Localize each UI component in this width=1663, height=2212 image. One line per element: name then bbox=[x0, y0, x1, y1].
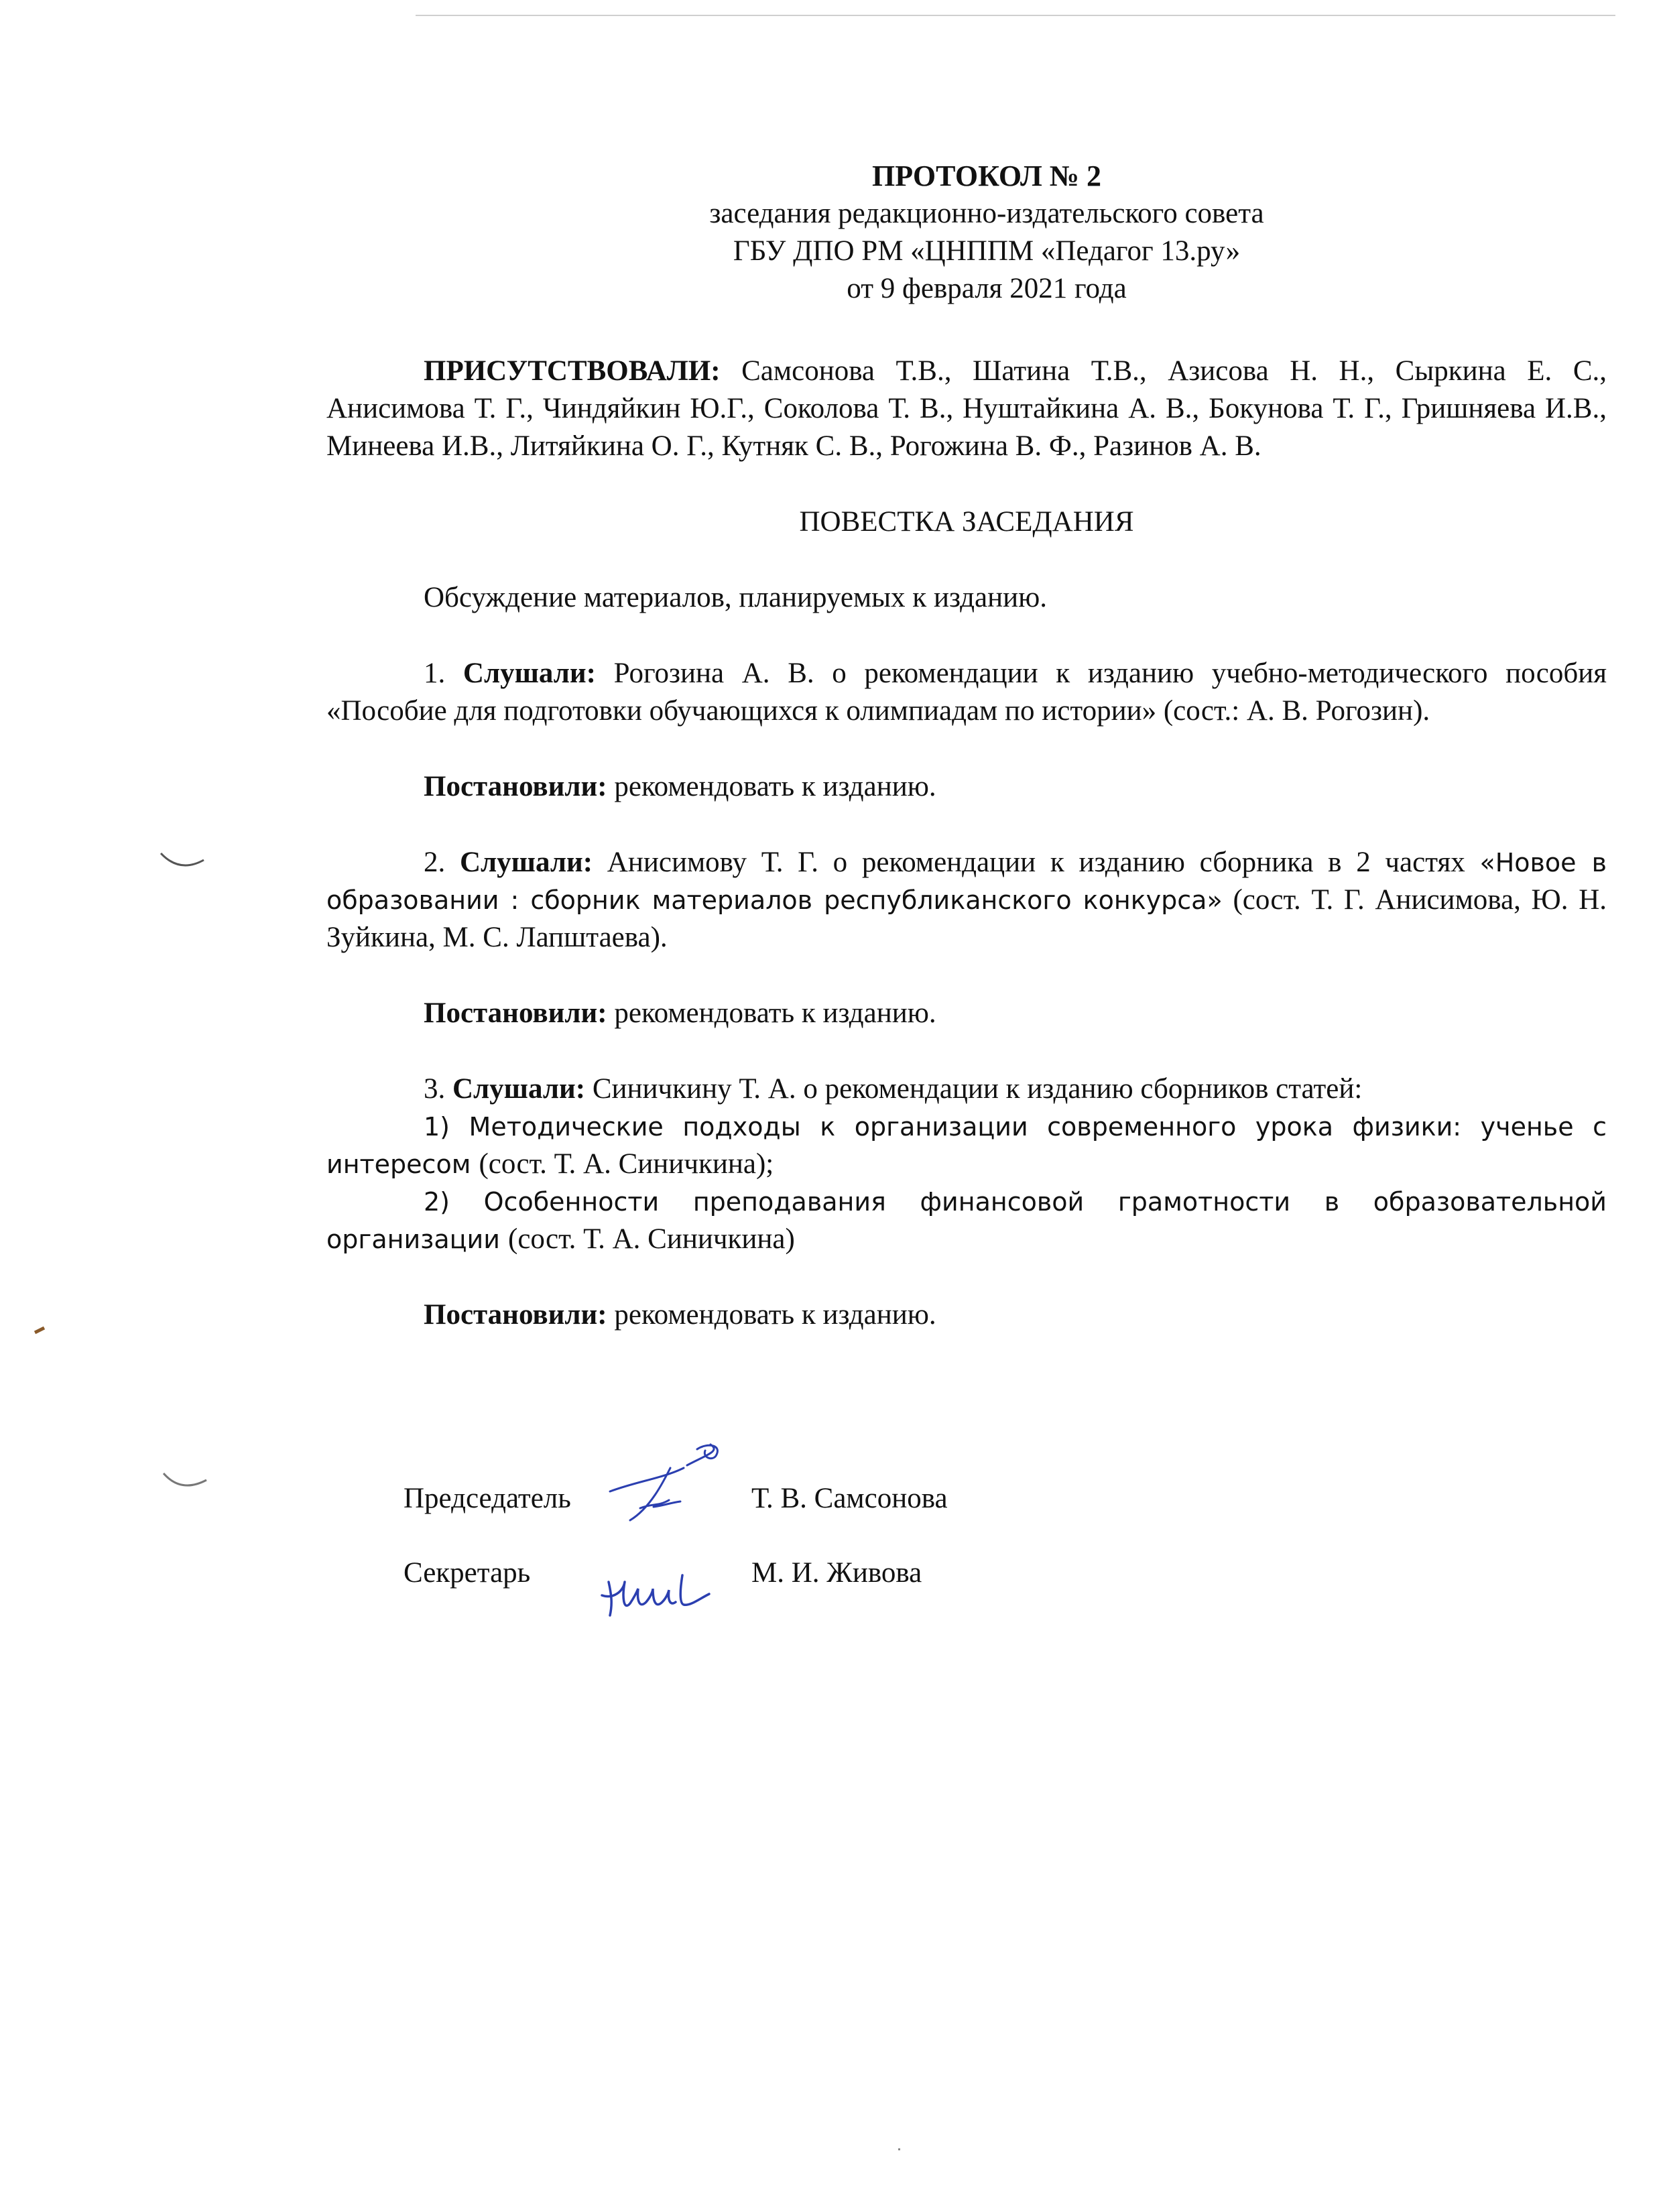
item-2-heard-text-c: (сост. Т. Г. Анисимова, Ю. Н. Зуйкина, М. С. Лапштаева). bbox=[326, 884, 1607, 953]
item-1-heard-label: Слушали: bbox=[463, 658, 596, 689]
item-2-decided bbox=[326, 995, 1607, 1032]
item-3-decided bbox=[326, 1296, 1607, 1334]
attendance-label: ПРИСУТСТВОВАЛИ: bbox=[424, 355, 721, 387]
item-1-decided bbox=[326, 768, 1607, 806]
item-2-heard bbox=[326, 844, 1607, 957]
item-3-subitem-2 bbox=[326, 1183, 1607, 1258]
item-3-decided-label: Постановили: bbox=[424, 1299, 607, 1331]
item-1-decided-text: рекомендовать к изданию. bbox=[614, 771, 936, 802]
item-3-heard-text: Синичкину Т. А. о рекомендации к изданию сборников статей: bbox=[592, 1073, 1363, 1105]
document-header bbox=[367, 158, 1607, 308]
chair-signature-row bbox=[404, 1480, 1074, 1518]
item-2-heard-text-b: «Новое в образовании : сборник материалов республиканского конкурса» bbox=[326, 848, 1607, 915]
item-2-number: 2. bbox=[424, 847, 446, 878]
chair-name: Т. В. Самсонова bbox=[751, 1483, 948, 1514]
protocol-document bbox=[326, 158, 1607, 1334]
item-3-subitem-1 bbox=[326, 1108, 1607, 1183]
item-2-decided-text: рекомендовать к изданию. bbox=[614, 997, 936, 1029]
item-1-heard-text: Рогозина А. В. о рекомендации к изданию учебно-методического пособия «Пособие для подготовки обучающихся к олимпиадам по истории» (сост.: А. В. Рогозин). bbox=[326, 658, 1607, 727]
item-3-number: 3. bbox=[424, 1073, 446, 1105]
agenda-heading: ПОВЕСТКА ЗАСЕДАНИЯ bbox=[799, 506, 1134, 538]
attendance-names: Самсонова Т.В., Шатина Т.В., Азисова Н. Н., Сыркина Е. С., Анисимова Т. Г., Чиндяйкин Ю.Г., Соколова Т. В., Нуштайкина А. В., Бокунова Т. Г., Гришняева И.В., Минеева И.В., Литяйкина О. Г., Кутняк С. В., Рогожина В. Ф., Разинов А. В. bbox=[326, 355, 1607, 462]
item-1-decided-label: Постановили: bbox=[424, 771, 607, 802]
header-line-organization: ГБУ ДПО РМ «ЦНППМ «Педагог 13.ру» bbox=[733, 235, 1241, 267]
item-3-heard bbox=[326, 1070, 1607, 1108]
header-line-council: заседания редакционно-издательского совета bbox=[709, 198, 1264, 229]
attendance-paragraph bbox=[326, 353, 1607, 465]
item-2-heard-label: Слушали: bbox=[459, 847, 593, 878]
margin-mark-dot bbox=[34, 1326, 47, 1335]
item-1-number: 1. bbox=[424, 658, 446, 689]
signature-block bbox=[404, 1480, 1074, 1592]
scan-edge-line bbox=[416, 15, 1615, 16]
item-2-decided-label: Постановили: bbox=[424, 997, 607, 1029]
chair-role: Председатель bbox=[404, 1483, 571, 1514]
document-title: ПРОТОКОЛ № 2 bbox=[872, 160, 1101, 192]
margin-mark-top bbox=[160, 848, 206, 875]
agenda-text: Обсуждение материалов, планируемых к изданию. bbox=[424, 582, 1048, 613]
item-3-subitem-1-compiler: (сост. Т. А. Синичкина); bbox=[479, 1148, 774, 1180]
scan-dust-dot bbox=[898, 2148, 900, 2150]
item-3-decided-text: рекомендовать к изданию. bbox=[614, 1299, 936, 1331]
secretary-signature-row bbox=[404, 1554, 1074, 1592]
item-2-heard-text-a: Анисимову Т. Г. о рекомендации к изданию сборника в 2 частях bbox=[607, 847, 1465, 878]
item-3-subitem-2-title: 2) Особенности преподавания финансовой грамотности в образовательной организации bbox=[326, 1187, 1607, 1254]
item-3-subitem-2-compiler: (сост. Т. А. Синичкина) bbox=[508, 1223, 795, 1255]
item-3-subitem-1-title: 1) Методические подходы к организации современного урока физики: ученье с интересом bbox=[326, 1112, 1607, 1179]
item-1-heard bbox=[326, 655, 1607, 730]
item-3-heard-label: Слушали: bbox=[452, 1073, 586, 1105]
secretary-name: М. И. Живова bbox=[751, 1557, 922, 1589]
secretary-role: Секретарь bbox=[404, 1557, 531, 1589]
margin-mark-bottom bbox=[162, 1469, 209, 1496]
header-line-date: от 9 февраля 2021 года bbox=[847, 273, 1127, 304]
